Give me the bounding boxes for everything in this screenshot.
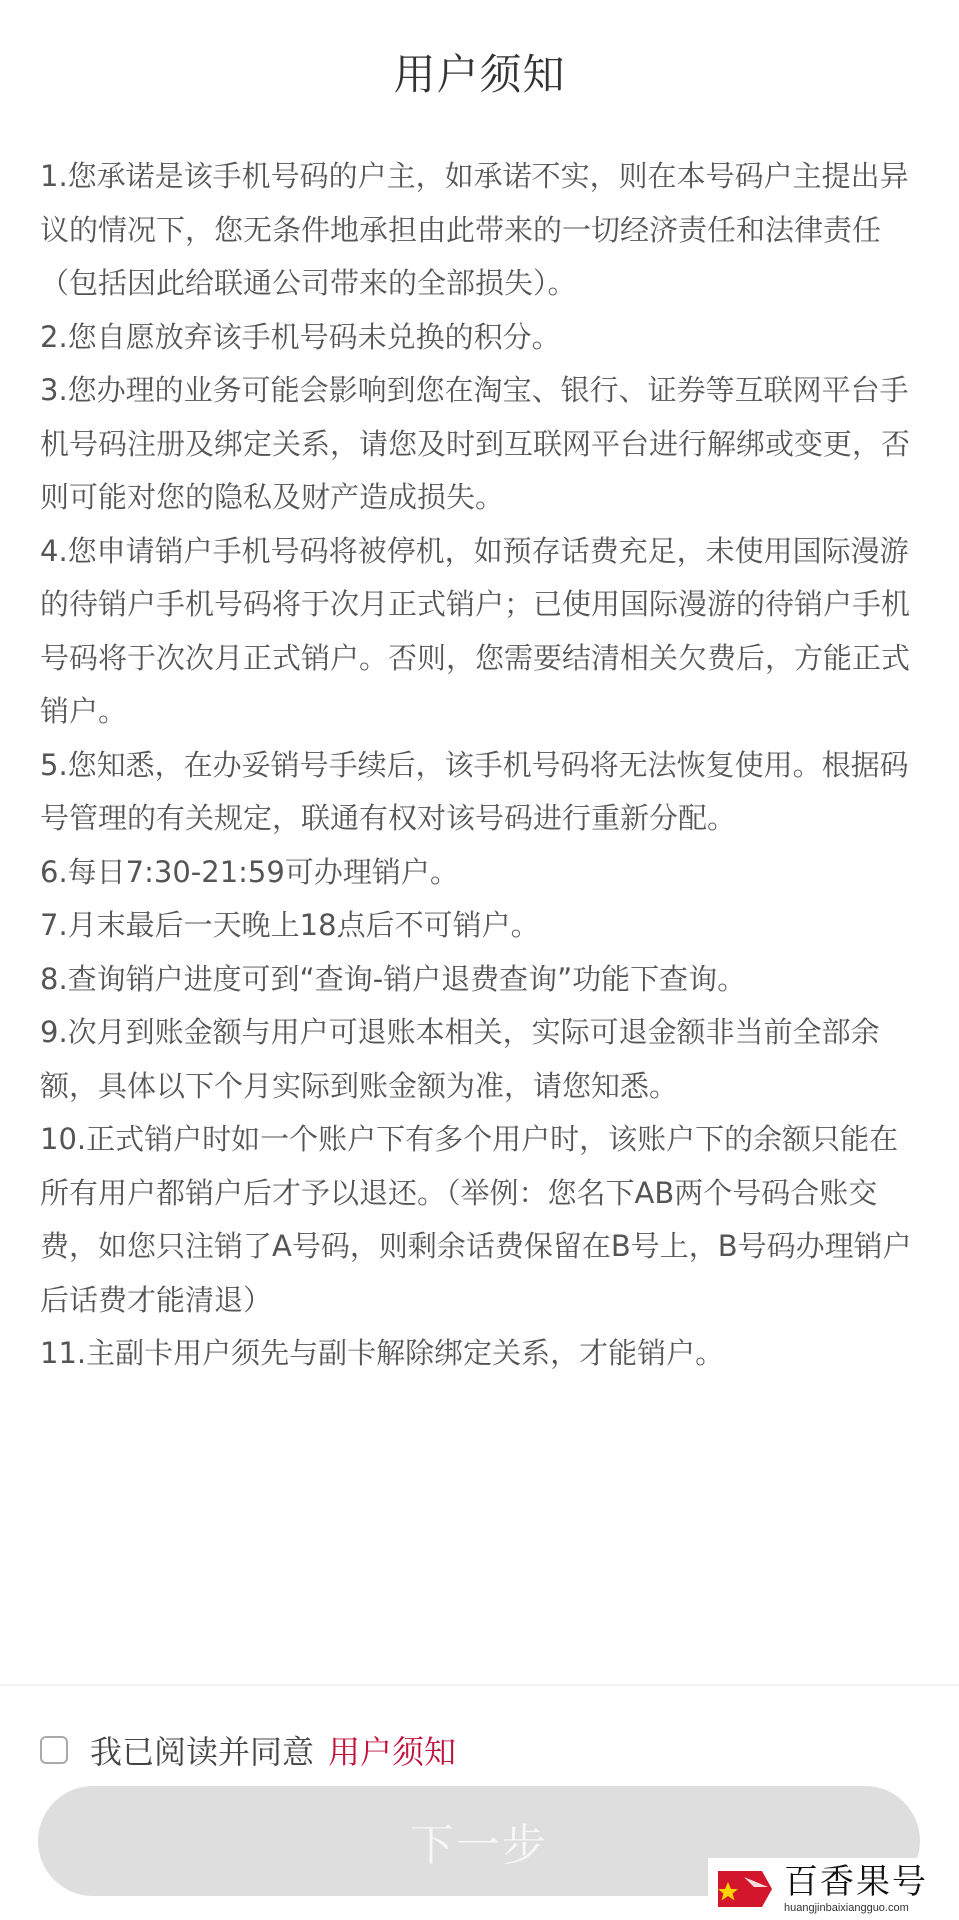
terms-item: 4.您申请销户手机号码将被停机，如预存话费充足，未使用国际漫游的待销户手机号码将于次月正式销户；已使用国际漫游的待销户手机号码将于次次月正式销户。否则，您需要结清相关欠费后，方能正式销户。 — [40, 533, 911, 728]
watermark-text — [784, 1863, 928, 1915]
terms-item: 9.次月到账金额与用户可退账本相关，实际可退金额非当前全部余额，具体以下个月实际到账金额为准，请您知悉。 — [40, 1015, 880, 1103]
flag-logo-icon — [714, 1865, 776, 1913]
next-step-button[interactable]: 下一步 — [38, 1786, 920, 1896]
watermark — [708, 1858, 959, 1920]
user-notice-link[interactable]: 用户须知 — [328, 1733, 457, 1771]
agreement-row — [40, 1722, 456, 1778]
terms-item: 7.月末最后一天晚上18点后不可销户。 — [40, 908, 540, 942]
terms-list — [40, 150, 922, 1381]
page-title: 用户须知 — [393, 50, 566, 99]
terms-item: 6.每日7:30-21:59可办理销户。 — [40, 854, 459, 889]
watermark-name: 百香果号 — [784, 1862, 928, 1902]
terms-item: 1.您承诺是该手机号码的户主，如承诺不实，则在本号码户主提出异议的情况下，您无条件地承担由此带来的一切经济责任和法律责任（包括因此给联通公司带来的全部损失）。 — [40, 159, 909, 300]
agree-label: 我已阅读并同意 — [90, 1733, 315, 1771]
terms-item: 2.您自愿放弃该手机号码未兑换的积分。 — [40, 319, 561, 354]
terms-item: 11.主副卡用户须先与副卡解除绑定关系，才能销户。 — [40, 1336, 725, 1370]
footer-divider — [0, 1684, 959, 1686]
terms-item: 3.您办理的业务可能会影响到您在淘宝、银行、证券等互联网平台手机号码注册及绑定关系，请您及时到互联网平台进行解绑或变更，否则可能对您的隐私及财产造成损失。 — [40, 373, 911, 514]
terms-item: 5.您知悉，在办妥销号手续后，该手机号码将无法恢复使用。根据码号管理的有关规定，联通有权对该号码进行重新分配。 — [40, 747, 909, 835]
agree-checkbox-icon[interactable] — [40, 1736, 68, 1764]
watermark-url: huangjinbaixiangguo.com — [784, 1902, 909, 1914]
terms-item: 8.查询销户进度可到“查询-销户退费查询”功能下查询。 — [40, 961, 747, 996]
terms-item: 10.正式销户时如一个账户下有多个用户时，该账户下的余额只能在所有用户都销户后才予以退还。（举例：您名下AB两个号码合账交费，如您只注销了A号码，则剩余话费保留在B号上，B号码办理销户后话费才能清退） — [40, 1122, 912, 1317]
